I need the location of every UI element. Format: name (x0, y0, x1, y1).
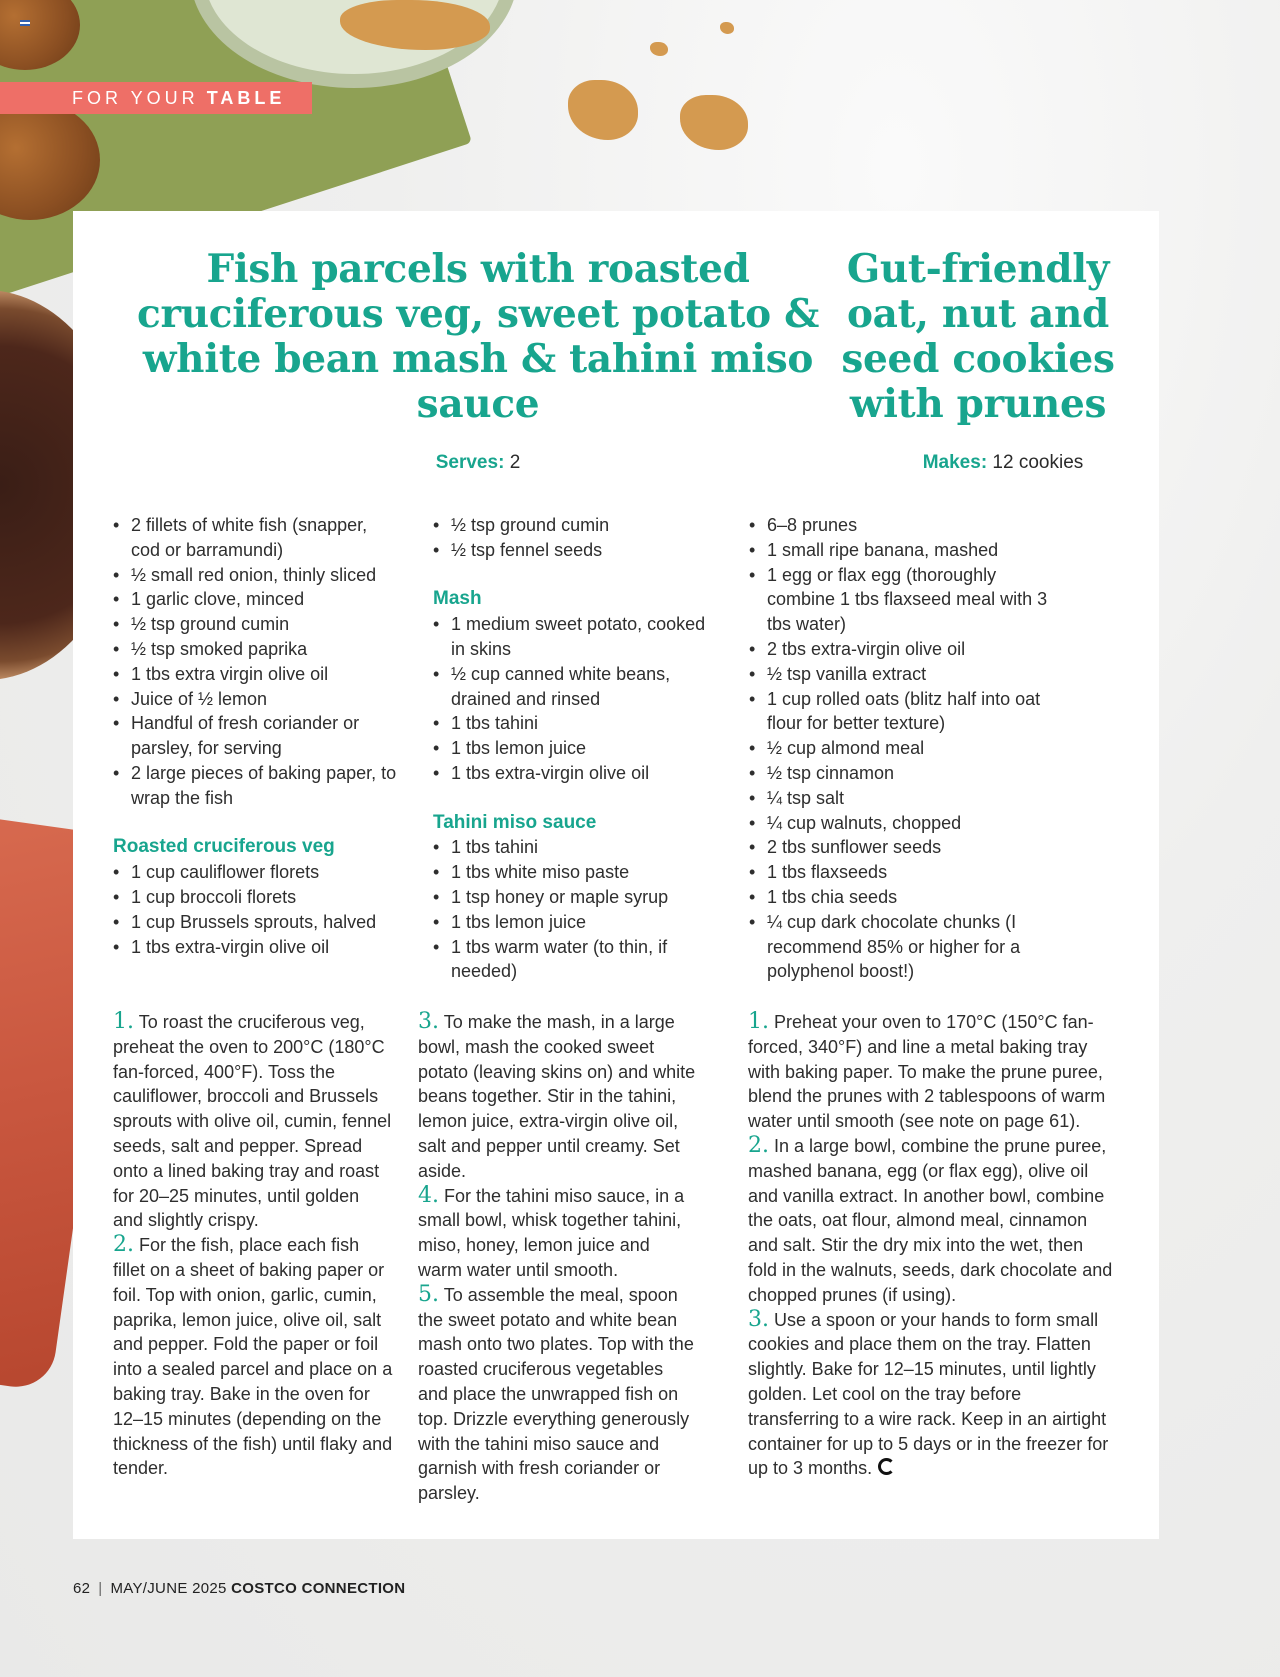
step-number: 1. (113, 1009, 134, 1034)
step-text: Preheat your oven to 170°C (150°C fan-forced, 340°F) and line a metal baking tray with baking paper. To make the prune puree, blend the prunes with 2 tablespoons of warm water until smooth (see note on page 61). (748, 1012, 1106, 1132)
mash-sauce-ingredients-column (433, 513, 708, 984)
step-text: To roast the cruciferous veg, preheat the oven to 200°C (180°C fan-forced, 400°F). Toss the cauliflower, broccoli and Brussels sprouts with olive oil, cumin, fennel seeds, salt and pepper. Spread onto a lined baking tray and roast for 20–25 minutes, until golden and slightly crispy. (113, 1012, 392, 1231)
section-tag (0, 82, 312, 114)
method-step (113, 1233, 393, 1481)
list-item: • ½ tsp smoked paprika (113, 637, 398, 662)
list-item: • 1 tbs warm water (to thin, if needed) (433, 935, 708, 985)
list-item: • ½ tsp vanilla extract (749, 662, 1049, 687)
cookie-ingredients-column (749, 513, 1049, 984)
list-item: • 1 cup broccoli florets (113, 885, 398, 910)
serves-line (73, 452, 883, 474)
fish-ingredients-column (113, 513, 398, 959)
mash-ingredient-list (433, 612, 708, 786)
step-number: 3. (418, 1009, 439, 1034)
method-step (418, 1184, 698, 1283)
veg-heading: Roasted cruciferous veg (113, 836, 335, 858)
list-item: • 1 tbs white miso paste (433, 860, 708, 885)
list-item: • ½ tsp ground cumin (433, 513, 708, 538)
magazine-name: COSTCO CONNECTION (231, 1580, 406, 1597)
sauce-heading: Tahini miso sauce (433, 811, 597, 833)
list-item: • 1 tsp honey or maple syrup (433, 885, 708, 910)
step-text: To assemble the meal, spoon the sweet potato and white bean mash onto two plates. Top with the roasted cruciferous vegetables and place the unwrapped fish on top. Drizzle everything generously with the tahini miso sauce and garnish with fresh coriander or parsley. (418, 1284, 694, 1504)
walnut-image (720, 22, 734, 34)
step-text: Use a spoon or your hands to form small cookies and place them on the tray. Flatten slightly. Bake for 12–15 minutes, until lightly golden. Let cool on the tray before transferring to a wire rack. Keep in an airtight container for up to 5 days or in the freezer for up to 3 months. (748, 1309, 1109, 1479)
serves-value: 2 (509, 452, 521, 473)
list-item: • ½ cup almond meal (749, 736, 1049, 761)
veg-ingredient-list-cont (433, 513, 708, 563)
list-item: • 1 egg or flax egg (thoroughly combine 1 tbs flaxseed meal with 3 tbs water) (749, 563, 1049, 637)
step-number: 1. (748, 1009, 769, 1034)
list-item: • 1 cup cauliflower florets (113, 860, 398, 885)
list-item: • 1 medium sweet potato, cooked in skins (433, 612, 708, 662)
list-item: • 1 tbs tahini (433, 835, 708, 860)
page-footer: 62 | MAY/JUNE 2025 COSTCO CONNECTION (73, 1580, 406, 1597)
list-item: • 2 large pieces of baking paper, to wrap the fish (113, 761, 398, 811)
list-item: • 2 tbs extra-virgin olive oil (749, 637, 1049, 662)
method-step (748, 1134, 1113, 1308)
list-item: • ¼ tsp salt (749, 786, 1049, 811)
list-item: • ½ tsp cinnamon (749, 761, 1049, 786)
makes-line (813, 452, 1193, 474)
cookie-method-column (748, 1010, 1113, 1481)
step-text: For the fish, place each fish fillet on a sheet of baking paper or foil. Top with onion, garlic, cumin, paprika, lemon juice, olive oil, salt and pepper. Fold the paper or foil into a sealed parcel and place on a baking tray. Bake in the oven for 12–15 minutes (depending on the thickness of the fish) until flaky and tender. (113, 1235, 393, 1479)
list-item: • 1 tbs extra-virgin olive oil (113, 935, 398, 960)
walnut-image (650, 42, 668, 56)
list-item: • ½ small red onion, thinly sliced (113, 563, 398, 588)
list-item: • 6–8 prunes (749, 513, 1049, 538)
list-item: • ½ cup canned white beans, drained and rinsed (433, 662, 708, 712)
list-item: • 1 cup rolled oats (blitz half into oat flour for better texture) (749, 687, 1049, 737)
list-item: • 1 tbs lemon juice (433, 736, 708, 761)
makes-label: Makes: (922, 452, 988, 473)
costco-end-mark-icon (878, 1458, 895, 1475)
method-step (418, 1010, 698, 1184)
makes-value: 12 cookies (992, 452, 1084, 473)
fish-ingredient-list (113, 513, 398, 811)
step-number: 2. (748, 1132, 769, 1158)
list-item: • ½ tsp ground cumin (113, 612, 398, 637)
cookie-ingredient-list (749, 513, 1049, 984)
list-item: • ¼ cup dark chocolate chunks (I recommend 85% or higher for a polyphenol boost!) (749, 910, 1049, 984)
list-item: • ¼ cup walnuts, chopped (749, 811, 1049, 836)
step-text: In a large bowl, combine the prune puree, mashed banana, egg (or flax egg), olive oil and vanilla extract. In another bowl, combine the oats, oat flour, almond meal, cinnamon and salt. Stir the dry mix into the wet, then fold in the walnuts, seeds, dark chocolate and chopped prunes (if using). (748, 1135, 1113, 1305)
list-item: • 1 garlic clove, minced (113, 587, 398, 612)
issue-date: MAY/JUNE 2025 (110, 1580, 227, 1597)
list-item: • Juice of ½ lemon (113, 687, 398, 712)
fish-method-column-2 (418, 1010, 698, 1506)
list-item: • 1 cup Brussels sprouts, halved (113, 910, 398, 935)
method-step (113, 1010, 393, 1233)
left-recipe-title: Fish parcels with roasted cruciferous veg, sweet potato & white bean mash & tahini miso sauce (137, 246, 819, 427)
list-item: • 1 tbs lemon juice (433, 910, 708, 935)
step-number: 5. (418, 1281, 439, 1307)
mash-heading: Mash (433, 588, 482, 610)
step-text: For the tahini miso sauce, in a small bowl, whisk together tahini, miso, honey, lemon juice and warm water until smooth. (418, 1185, 685, 1280)
step-number: 2. (113, 1232, 134, 1258)
step-text: To make the mash, in a large bowl, mash the cooked sweet potato (leaving skins on) and white beans together. Stir in the tahini, lemon juice, extra-virgin olive oil, salt and pepper until creamy. Set aside. (418, 1012, 696, 1181)
list-item: • 2 tbs sunflower seeds (749, 835, 1049, 860)
step-number: 3. (748, 1306, 769, 1332)
right-recipe-title: Gut-friendly oat, nut and seed cookies with prunes (841, 246, 1115, 427)
fish-method-column-1 (113, 1010, 393, 1481)
list-item: • 1 tbs tahini (433, 711, 708, 736)
list-item: • 1 small ripe banana, mashed (749, 538, 1049, 563)
list-item: • ½ tsp fennel seeds (433, 538, 708, 563)
list-item: • Handful of fresh coriander or parsley, for serving (113, 711, 398, 761)
method-step (748, 1010, 1113, 1134)
section-tag-light: FOR YOUR (72, 87, 199, 108)
list-item: • 1 tbs flaxseeds (749, 860, 1049, 885)
list-item: • 1 tbs chia seeds (749, 885, 1049, 910)
section-tag-bold: TABLE (206, 87, 286, 108)
sauce-ingredient-list (433, 835, 708, 984)
step-number: 4. (418, 1182, 439, 1208)
recipe-card (73, 211, 1159, 1539)
serves-label: Serves: (435, 452, 505, 473)
list-item: • 1 tbs extra-virgin olive oil (433, 761, 708, 786)
method-step (418, 1283, 698, 1506)
page-number: 62 (73, 1580, 91, 1597)
method-step (748, 1308, 1113, 1482)
flag-icon (20, 20, 30, 26)
veg-ingredient-list (113, 860, 398, 959)
list-item: • 2 fillets of white fish (snapper, cod or barramundi) (113, 513, 398, 563)
list-item: • 1 tbs extra virgin olive oil (113, 662, 398, 687)
